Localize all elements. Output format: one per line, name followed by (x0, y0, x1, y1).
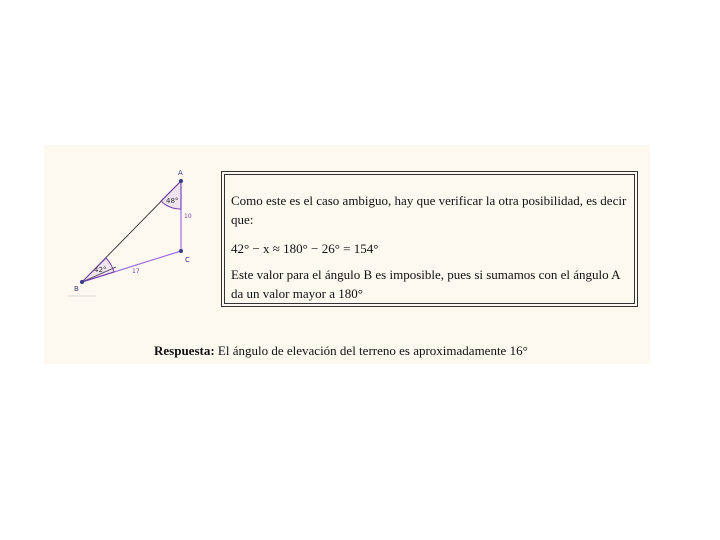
answer-label: Respuesta: (154, 343, 215, 358)
label-a: A (178, 169, 183, 177)
angle-label-b: 42° (94, 266, 107, 274)
label-b: B (74, 285, 79, 293)
side-label-ac: 10 (184, 213, 192, 220)
label-c: C (185, 256, 190, 264)
point-b (80, 280, 84, 284)
point-c (179, 249, 183, 253)
angle-label-a: 48° (166, 197, 179, 205)
explanation-line-1: Como este es el caso ambiguo, hay que verificar la otra posibilidad, es decir que: (231, 193, 627, 227)
explanation-box (221, 171, 638, 307)
explanation-box-inner (224, 174, 635, 304)
answer-text: El ángulo de elevación del terreno es aproximadamente 16° (214, 343, 528, 358)
answer-line (154, 343, 528, 359)
triangle-diagram (44, 145, 224, 315)
point-a (179, 179, 183, 183)
side-label-bc: 17 (132, 268, 140, 275)
explanation-equation: 42° − x ≈ 180° − 26° = 154° (231, 241, 379, 256)
content-panel (44, 145, 650, 364)
explanation-line-3: Este valor para el ángulo B es imposible, pues si sumamos con el ángulo A da un valor mayor a 180° (231, 267, 620, 301)
